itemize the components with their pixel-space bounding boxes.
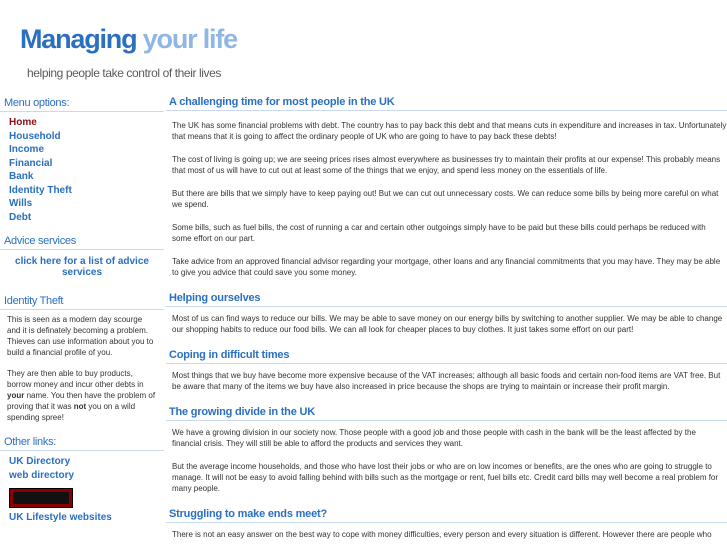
site-header bbox=[0, 0, 727, 90]
paragraph: Some bills, such as fuel bills, the cost of running a car and certain other outgoings simply have to be paid but these bills could perhaps be reduced with some effort on our part. bbox=[172, 223, 706, 243]
paragraph: The UK has some financial problems with debt. The country has to pay back this debt and that means cuts in expenditure and increases in tax. Unfortunately that means that it is going to affect the ordinary people of UK who are going to have to pay back these debts! bbox=[172, 121, 727, 141]
paragraph: But there are bills that we simply have to keep paying out! But we can cut out unnecessary costs. We can reduce some bills by being more careful on what we spend. bbox=[172, 189, 719, 209]
paragraph: There is not an easy answer on the best way to cope with money difficulties, every person and every situation is different. However there are people who bbox=[172, 530, 712, 539]
section-growing-divide bbox=[166, 404, 727, 494]
other-links-list-2 bbox=[0, 511, 164, 525]
banner-badge-inner bbox=[13, 492, 69, 504]
menu-list bbox=[0, 116, 164, 224]
section-heading: A challenging time for most people in the UK bbox=[166, 94, 727, 111]
section-heading: Struggling to make ends meet? bbox=[166, 506, 727, 523]
paragraph: Most of us can find ways to reduce our bills. We may be able to save money on our energy bills by switching to another supplier. We may be able to change our shopping habits to reduce our food bills. We can all look for cheaper places to buy clothes. It just takes some effort on our part! bbox=[172, 314, 723, 334]
banner-badge[interactable] bbox=[9, 488, 73, 508]
identity-theft-paragraph-2: They are then able to buy products, borrow money and incur other debts in your name. You then have the problem of proving that it was not you on a wild spending spree! bbox=[7, 369, 156, 422]
other-links-heading: Other links: bbox=[0, 433, 164, 451]
menu-item-income[interactable]: Income bbox=[9, 144, 45, 155]
menu-item-identity-theft[interactable]: Identity Theft bbox=[9, 184, 72, 196]
site-tagline: helping people take control of their lives bbox=[27, 66, 221, 80]
section-heading: The growing divide in the UK bbox=[166, 404, 727, 421]
paragraph: But the average income households, and those who have lost their jobs or who are on low incomes or benefits, are the ones who are going to struggle to manage. It will not be easy to avoid falling behind with bills such as the mortgage or rent, fuel bills etc. Credit card bills may well become a real problem for many people. bbox=[172, 462, 719, 493]
identity-theft-paragraph-1: This is seen as a modern day scourge and it is definately becoming a problem. Thieves can use information about you to build a financial profile of you. bbox=[7, 315, 154, 357]
identity-theft-text bbox=[0, 310, 164, 423]
logo-text-your-life: your life bbox=[142, 24, 237, 54]
section-challenging-time bbox=[166, 94, 727, 278]
section-coping bbox=[166, 347, 727, 392]
identity-theft-heading: Identity Theft bbox=[0, 292, 164, 310]
link-uk-directory[interactable]: UK Directory bbox=[9, 456, 71, 467]
site-logo[interactable] bbox=[20, 24, 237, 55]
section-struggling bbox=[166, 506, 727, 540]
menu-item-bank[interactable]: Bank bbox=[9, 171, 34, 182]
main-content bbox=[166, 94, 727, 552]
menu-heading: Menu options: bbox=[0, 94, 164, 112]
link-uk-lifestyle-websites[interactable]: UK Lifestyle websites bbox=[9, 512, 112, 523]
paragraph: Take advice from an approved financial advisor regarding your mortgage, other loans and any financial commitments that you may have. They may be able to give you advice that could save you some money. bbox=[172, 257, 721, 277]
menu-item-wills[interactable]: Wills bbox=[9, 198, 33, 209]
other-links-list bbox=[0, 455, 164, 483]
sidebar bbox=[0, 94, 164, 525]
section-heading: Helping ourselves bbox=[166, 290, 727, 307]
menu-item-household[interactable]: Household bbox=[9, 130, 61, 142]
section-heading: Coping in difficult times bbox=[166, 347, 727, 364]
link-web-directory[interactable]: web directory bbox=[9, 470, 75, 481]
advice-heading: Advice services bbox=[0, 232, 164, 250]
paragraph: We have a growing division in our society now. Those people with a good job and those people with cash in the bank will be the least affected by the financial crisis. They will still be able to afford the products and services they want. bbox=[172, 428, 696, 448]
menu-item-home[interactable]: Home bbox=[9, 117, 37, 128]
section-helping-ourselves bbox=[166, 290, 727, 335]
paragraph: The cost of living is going up; we are seeing prices rises almost everywhere as businesses try to maintain their profits at our expense! This probably means that most of us will have to cut out at least some of the things that we enjoy, and spend less money on the essentials of life. bbox=[172, 155, 721, 175]
logo-text-managing: Managing bbox=[20, 24, 137, 54]
advice-services-link[interactable]: click here for a list of advice services bbox=[15, 256, 149, 278]
menu-item-financial[interactable]: Financial bbox=[9, 157, 53, 169]
paragraph: Most things that we buy have become more expensive because of the VAT increases; although all basic foods and certain non-food items are VAT free. But be aware that many of the items we buy have also increased in price because the shops are trying to maintain or increase their profit margin. bbox=[172, 371, 721, 391]
menu-item-debt[interactable]: Debt bbox=[9, 211, 32, 223]
